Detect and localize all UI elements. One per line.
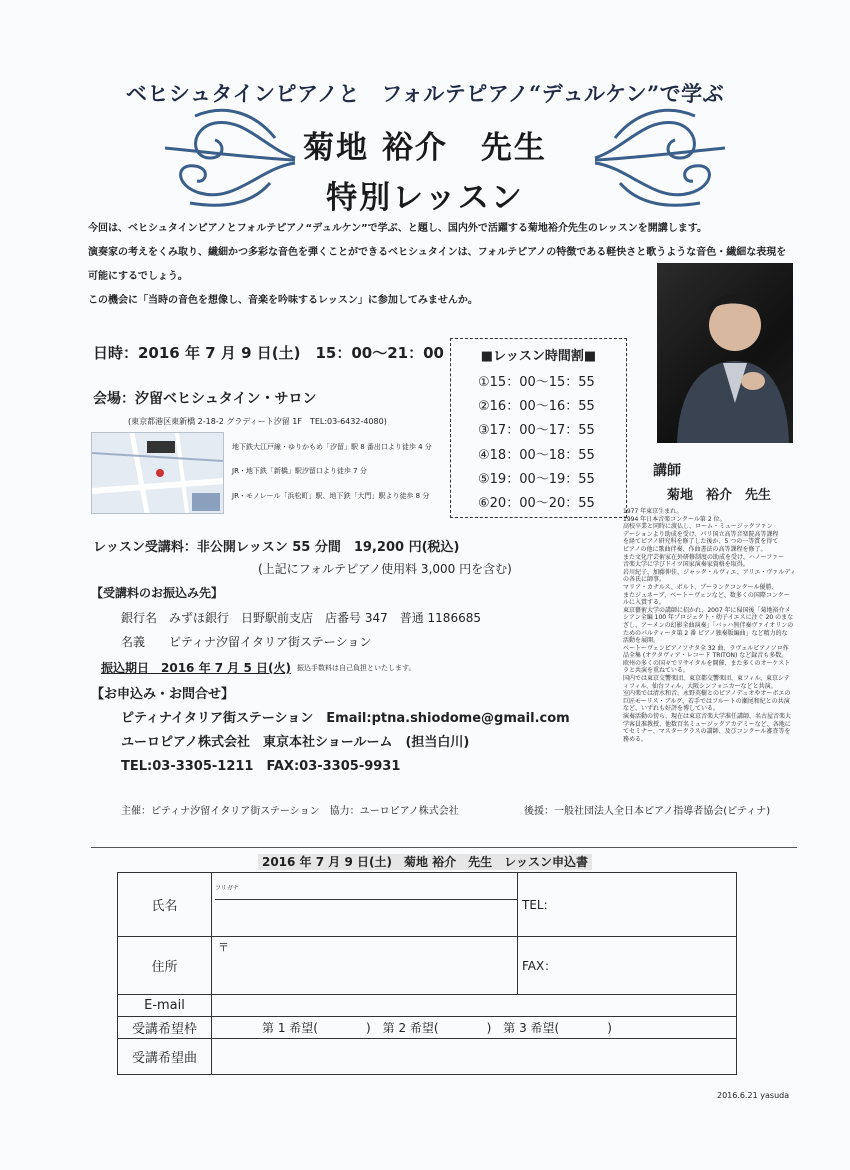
tel-label: TEL:: [522, 897, 548, 912]
schedule-slot: ⑥20：00～20：55: [478, 496, 595, 511]
bio-line: ィフィル、仙台フィル、大阪シンフォニカーなどと共演。: [623, 682, 777, 690]
form-title-text: 2016 年 7 月 9 日(土) 菊地 裕介 先生 レッスン申込書: [258, 854, 592, 870]
map-icon: [92, 433, 223, 513]
divider: [91, 847, 797, 848]
lecturer-name: 菊地 裕介 先生: [667, 488, 772, 503]
title-lecturer: 菊地 裕介 先生: [303, 130, 547, 166]
bank-account: 銀行名 みずほ銀行 日野駅前支店 店番号 347 普通 1186685: [121, 611, 481, 625]
piece-field[interactable]: [212, 1039, 737, 1075]
venue-address: (東京都港区東新橋 2-18-2 グラディート汐留 1F TEL:03-6432-4080): [128, 417, 387, 426]
schedule-slot: ②16：00～16：55: [478, 399, 595, 414]
name-field[interactable]: [212, 873, 518, 937]
email-field[interactable]: [212, 995, 737, 1017]
transfer-fee-note: 振込手数料は自己負担といたします。: [297, 664, 416, 672]
lesson-fee: レッスン受講料：非公開レッスン 55 分間 19,200 円(税込): [93, 540, 460, 555]
schedule-slot: ⑤19：00～19：55: [478, 472, 595, 487]
furigana-field[interactable]: [215, 875, 517, 900]
bio-line: 東京藝術大学の講師に招かれ、2007 年に帰国後「菊地裕介メ: [623, 606, 791, 614]
intro-line: 今回は、ベヒシュタインピアノとフォルテピアノ“デュルケン”で学ぶ、と題し、国内外で活躍する菊地裕介先生のレッスンを開講します。: [88, 223, 707, 234]
bio-line: またジュネーブ、ベートーヴェンなど、数多くの国際コンクー: [623, 591, 790, 599]
contact-phone-fax: TEL:03-3305-1211 FAX:03-3305-9931: [121, 759, 401, 774]
bio-line: シアン全編 100 年プロジェクト・幼子イエスに注ぐ 20 のまな: [623, 614, 794, 622]
bio-line: ベートーヴェンピアノソナタ全 32 曲、ラヴェルピアノソロ作: [623, 644, 789, 652]
event-venue: 会場：汐留ベヒシュタイン・サロン: [93, 391, 317, 407]
bank-holder: 名義 ピティナ汐留イタリア街ステーション: [121, 635, 372, 649]
application-form: [117, 872, 737, 1075]
bio-line: 国内では東京交響楽団、東京都交響楽団、東フィル、東京シテ: [623, 675, 791, 683]
lecturer-bio: [623, 508, 828, 743]
schedule-slot: ①15：00～15：55: [478, 375, 595, 390]
intro-line: この機会に「当時の音色を想像し、音楽を吟味するレッスン」に参加してみませんか。: [88, 295, 478, 306]
bio-line: 務める。: [623, 735, 648, 743]
bio-line: 学客員准教授、他数百名ミュージックアカデミーなど、各地に: [623, 720, 791, 728]
schedule-title: ■レッスン時間割■: [480, 349, 597, 364]
access-line: JR・モノレール「浜松町」駅、地下鉄「大門」駅より徒歩 8 分: [232, 492, 430, 500]
postal-mark: 〒: [218, 941, 229, 954]
slot-label: 受講希望枠: [118, 1017, 212, 1039]
payment-deadline: 振込期日 2016 年 7 月 5 日(火): [101, 661, 291, 675]
bio-line: 巨匠モーリス・ブルグ、若手ではフルートの瀬尾和紀との共演: [623, 697, 790, 705]
tel-field[interactable]: [518, 873, 737, 937]
name-label: 氏名: [118, 873, 212, 937]
bio-line: マリア・カナルス、ボルト、ブーランクコンクール優勝、: [623, 583, 778, 591]
bio-line: ざし、アーメンの幻影全曲演奏」「バッハ無伴奏ヴァイオリンの: [623, 621, 794, 629]
schedule-slot: ④18：00～18：55: [478, 448, 595, 463]
support-line: 後援：一般社団法人全日本ピアノ指導者協会(ピティナ): [524, 806, 771, 817]
person-silhouette-icon: [657, 263, 793, 443]
title-lesson: 特別レッスン: [326, 180, 524, 216]
bank-heading: 【受講料のお振込み先】: [91, 586, 224, 600]
bio-line: 高校卒業と同時に渡仏し、ローム・ミュージックファン: [623, 523, 773, 531]
bio-line: 演奏活動の傍ら、現在は東京音楽大学准任講師、名古屋音楽大: [623, 713, 792, 721]
bio-line: ラと共演を重ねている。: [623, 667, 689, 675]
bio-line: 音楽大学に学びドイツ国家演奏家資格を取得。: [623, 561, 749, 569]
document-signature: 2016.6.21 yasuda: [717, 1091, 790, 1100]
lesson-schedule-box: [450, 338, 627, 518]
bio-line: デーションより助成を受け、パリ国立高等音楽院高等課程: [623, 530, 779, 538]
bio-line: また文化庁芸術家在外研修制度の助成を受け、ハノーファー: [623, 553, 785, 561]
form-title: [0, 853, 850, 870]
event-date: 日時：2016 年 7 月 9 日(土) 15：00～21：00: [93, 344, 444, 362]
contact-ptna: ピティナイタリア街ステーション Email:ptna.shiodome@gmail.com: [121, 711, 570, 726]
address-label: 住所: [118, 937, 212, 995]
furigana-label: フリガナ: [215, 885, 239, 892]
bio-line: 欧州の多くの国々でリサイタルを開催、また多くのオーケスト: [623, 659, 791, 667]
bio-line: てセミナー、マスタークラスの講師、及びコンクール審査等を: [623, 728, 791, 736]
intro-line: 演奏家の考えをくみ取り、繊細かつ多彩な音色を弾くことができるベヒシュタインは、フォルテピアノの特徴である軽快さと歌うような音色・繊細な表現を: [88, 247, 787, 258]
slot-choices[interactable]: 第 1 希望( ) 第 2 希望( ) 第 3 希望( ): [212, 1017, 737, 1039]
fax-field[interactable]: [518, 937, 737, 995]
address-field[interactable]: [212, 937, 518, 995]
lecturer-heading: 講師: [653, 463, 681, 479]
bio-line: の各氏に師事。: [623, 576, 666, 584]
bio-line: ルに入賞する。: [623, 599, 666, 607]
lecturer-photo: [657, 263, 793, 443]
bio-line: 1994 年日本音楽コンクール第 2 位。: [623, 515, 726, 523]
bio-line: 室内楽では清水和音、永野英樹とのピアノデュオやオーボエの: [623, 690, 791, 698]
organizer-line: 主催：ピティナ汐留イタリア街ステーション 協力：ユーロピアノ株式会社: [121, 806, 459, 817]
email-label: E-mail: [118, 995, 212, 1017]
bio-line: ピアノの他に歌曲伴奏、作曲書法の高等課程を修了。: [623, 545, 767, 553]
bio-line: ためのパルティータ第 2 番 ピアノ独奏版編曲」など精力的な: [623, 629, 788, 637]
bio-line: など、いずれも好評を博している。: [623, 705, 720, 713]
venue-map: [91, 432, 224, 514]
bio-line: を経てピアノ研究科を修了した後か、5 つの一等賞を得て: [623, 538, 779, 546]
bio-line: 活動を展開。: [623, 637, 660, 645]
access-line: JR・地下鉄「新橋」駅汐留口より徒歩 7 分: [232, 467, 367, 475]
fax-label: FAX：: [522, 959, 557, 973]
bio-line: 品全集 (オクタヴィア・レコード TRITON) など録音も多数。: [623, 652, 788, 660]
bio-line: 岩川紀子、加藤伸佳、ジャック・ルヴィエ、アリエ・ヴァルディ: [623, 568, 796, 576]
intro-line: 可能にするでしょう。: [88, 271, 188, 282]
headline: ベヒシュタインピアノと フォルテピアノ“デュルケン”で学ぶ: [125, 81, 725, 106]
bio-line: 1977 年東京生まれ。: [623, 508, 683, 515]
contact-europiano: ユーロピアノ株式会社 東京本社ショールーム (担当白川): [121, 735, 470, 750]
schedule-slot: ③17：00～17：55: [478, 423, 595, 438]
access-line: 地下鉄大江戸線・ゆりかもめ「汐留」駅 8 番出口より徒歩 4 分: [232, 443, 432, 451]
fee-note: (上記にフォルテピアノ使用料 3,000 円を含む): [258, 562, 512, 576]
contact-heading: 【お申込み・お問合せ】: [91, 687, 235, 702]
piece-label: 受講希望曲: [118, 1039, 212, 1075]
